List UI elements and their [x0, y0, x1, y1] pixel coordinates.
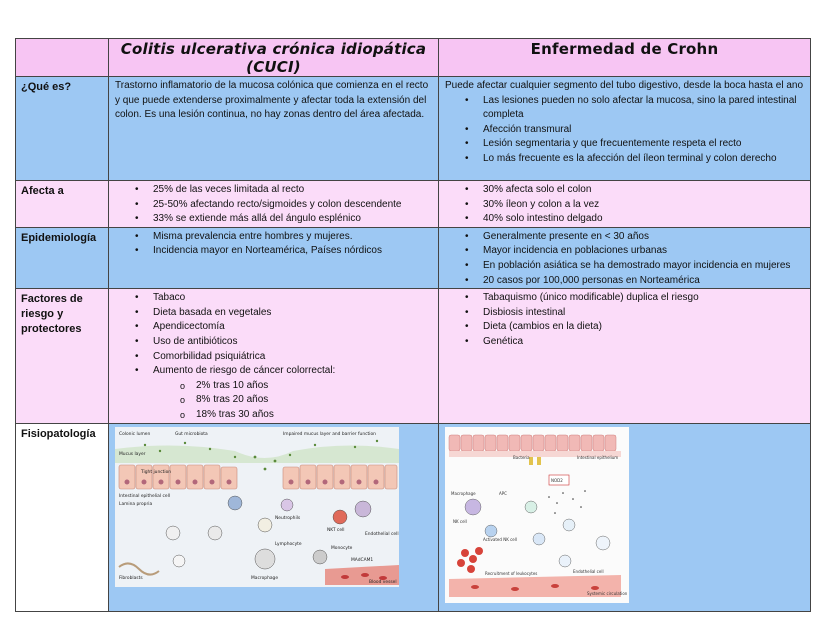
- fig-label-endothelial-crohn: Endothelial cell: [573, 568, 604, 574]
- list-item: • Mayor incidencia en poblaciones urbanas: [483, 244, 804, 259]
- list-item: • Genética: [483, 335, 804, 350]
- fig-label-impaired: Impaired mucus layer and barrier function: [283, 431, 376, 437]
- fig-label-gut-microbiota: Gut microbiota: [175, 431, 208, 437]
- crohn-epidemiologia-list: [445, 230, 804, 288]
- list-item: • 25% de las veces limitada al recto: [153, 183, 432, 198]
- list-item: • Aumento de riesgo de cáncer colorrectal:: [153, 364, 432, 379]
- cuci-factores-list: [115, 291, 432, 379]
- fig-label-nk: NK cell: [453, 518, 467, 524]
- header-crohn-cell: [439, 39, 811, 77]
- fig-label-recruitment: Recruitment of leukocytes: [485, 570, 538, 576]
- row-label-fisiopatologia: Fisiopatología: [16, 423, 109, 611]
- fig-label-mucus-layer: Mucus layer: [119, 451, 146, 457]
- row-label-epidemiologia: Epidemiología: [16, 227, 109, 288]
- list-item: • Tabaco: [153, 291, 432, 306]
- row-label-que-es: ¿Qué es?: [16, 77, 109, 181]
- crohn-afecta-list: [445, 183, 804, 227]
- cuci-pathophysiology-figure: [115, 427, 438, 587]
- row-afecta: [16, 181, 811, 228]
- fig-label-bacteria: Bacteria: [513, 454, 530, 460]
- list-item: o 2% tras 10 años: [196, 379, 432, 394]
- cuci-epidemiologia-list: [115, 230, 432, 259]
- list-item: • 30% afecta solo el colon: [483, 183, 804, 198]
- list-item: • Misma prevalencia entre hombres y mujeres.: [153, 230, 432, 245]
- crohn-afecta: [439, 181, 811, 228]
- list-item: • Comorbilidad psiquiátrica: [153, 350, 432, 365]
- list-item: • Dieta (cambios en la dieta): [483, 320, 804, 335]
- crohn-pathophysiology-figure: [445, 427, 810, 603]
- list-item: o 18% tras 30 años: [196, 408, 432, 423]
- list-item: • 30% íleon y colon a la vez: [483, 198, 804, 213]
- fig-label-tight-junction: Tight junction: [141, 469, 172, 475]
- list-item: • Disbiosis intestinal: [483, 306, 804, 321]
- cuci-epidemiologia: [109, 227, 439, 288]
- cuci-diagram: [115, 427, 399, 587]
- row-label-afecta: Afecta a: [16, 181, 109, 228]
- list-item: • Uso de antibióticos: [153, 335, 432, 350]
- list-item: • Lo más frecuente es la afección del íleon terminal y colon derecho: [483, 152, 804, 167]
- header-empty-cell: [16, 39, 109, 77]
- fig-label-monocyte: Monocyte: [331, 545, 353, 551]
- fig-label-epithelial: Intestinal epithelial cell: [119, 493, 171, 499]
- list-item: • Generalmente presente en < 30 años: [483, 230, 804, 245]
- list-item: • 40% solo intestino delgado: [483, 212, 804, 227]
- cuci-que-es: [109, 77, 439, 181]
- fig-label-madcam: MAdCAM1: [351, 557, 374, 563]
- header-row: [16, 39, 811, 77]
- crohn-que-es-list: [445, 94, 804, 167]
- list-item: • Lesión segmentaria y que frecuentemente respeta el recto: [483, 137, 804, 152]
- row-factores: [16, 289, 811, 423]
- fig-label-lamina: Lamina propria: [119, 501, 153, 507]
- header-crohn: Enfermedad de Crohn: [530, 40, 719, 58]
- row-fisiopatologia: [16, 423, 811, 611]
- fig-label-apc: APC: [499, 490, 507, 496]
- list-item: • Apendicectomía: [153, 320, 432, 335]
- list-item: • Afección transmural: [483, 123, 804, 138]
- cuci-afecta-list: [115, 183, 432, 227]
- list-item: • 20 casos por 100,000 personas en Norteamérica: [483, 274, 804, 289]
- cuci-afecta: [109, 181, 439, 228]
- list-item: • Dieta basada en vegetales: [153, 306, 432, 321]
- comparison-table: [15, 38, 811, 612]
- list-item: • 33% se extiende más allá del ángulo esplénico: [153, 212, 432, 227]
- list-item: • Incidencia mayor en Norteamérica, Países nórdicos: [153, 244, 432, 259]
- list-item: • 25-50% afectando recto/sigmoides y colon descendente: [153, 198, 432, 213]
- fig-label-systemic: Systemic circulation: [587, 590, 628, 596]
- fig-label-endothelial: Endothelial cell: [365, 531, 399, 537]
- cuci-factores: [109, 289, 439, 423]
- cuci-que-es-text: Trastorno inflamatorio de la mucosa colónica que comienza en el recto y que puede extenderse proximalmente y afectar toda la extensión del colon. Es una lesión continua, no hay zonas dentro del área afectada.: [115, 80, 429, 121]
- row-que-es: [16, 77, 811, 181]
- header-cuci-cell: [109, 39, 439, 77]
- crohn-factores-list: [445, 291, 804, 349]
- cuci-cancer-risk-list: [115, 379, 432, 423]
- crohn-que-es: [439, 77, 811, 181]
- crohn-figure-cell: [439, 423, 811, 611]
- fig-label-epithelium: Intestinal epithelium: [577, 454, 619, 460]
- fig-label-colonic-lumen: Colonic lumen: [119, 431, 151, 437]
- crohn-que-es-intro: Puede afectar cualquier segmento del tubo digestivo, desde la boca hasta el ano: [445, 80, 804, 91]
- crohn-epidemiologia: [439, 227, 811, 288]
- row-label-factores: Factores de riesgo y protectores: [16, 289, 109, 423]
- fig-label-nkt: NKT cell: [327, 527, 345, 533]
- fig-label-macrophage-crohn: Macrophage: [451, 490, 476, 496]
- list-item: • En población asiática se ha demostrado mayor incidencia en mujeres: [483, 259, 804, 274]
- list-item: • Tabaquismo (único modificable) duplica el riesgo: [483, 291, 804, 306]
- row-epidemiologia: [16, 227, 811, 288]
- crohn-factores: [439, 289, 811, 423]
- list-item: o 8% tras 20 años: [196, 393, 432, 408]
- fig-label-neutrophils: Neutrophils: [275, 515, 301, 521]
- fig-label-lymphocyte: Lymphocyte: [275, 541, 302, 547]
- list-item: • Las lesiones pueden no solo afectar la mucosa, sino la pared intestinal completa: [483, 94, 804, 123]
- cuci-figure-cell: [109, 423, 439, 611]
- fig-label-blood: Blood vessel: [369, 579, 397, 585]
- fig-label-activated-nk: Activated NK cell: [483, 536, 517, 542]
- fig-label-macrophage: Macrophage: [251, 575, 279, 581]
- crohn-diagram: [445, 427, 629, 603]
- header-cuci: Colitis ulcerativa crónica idiopática (CUCI): [120, 40, 427, 76]
- fig-label-fibroblasts: Fibroblasts: [119, 575, 143, 581]
- fig-label-nod2: NOD2: [551, 477, 563, 483]
